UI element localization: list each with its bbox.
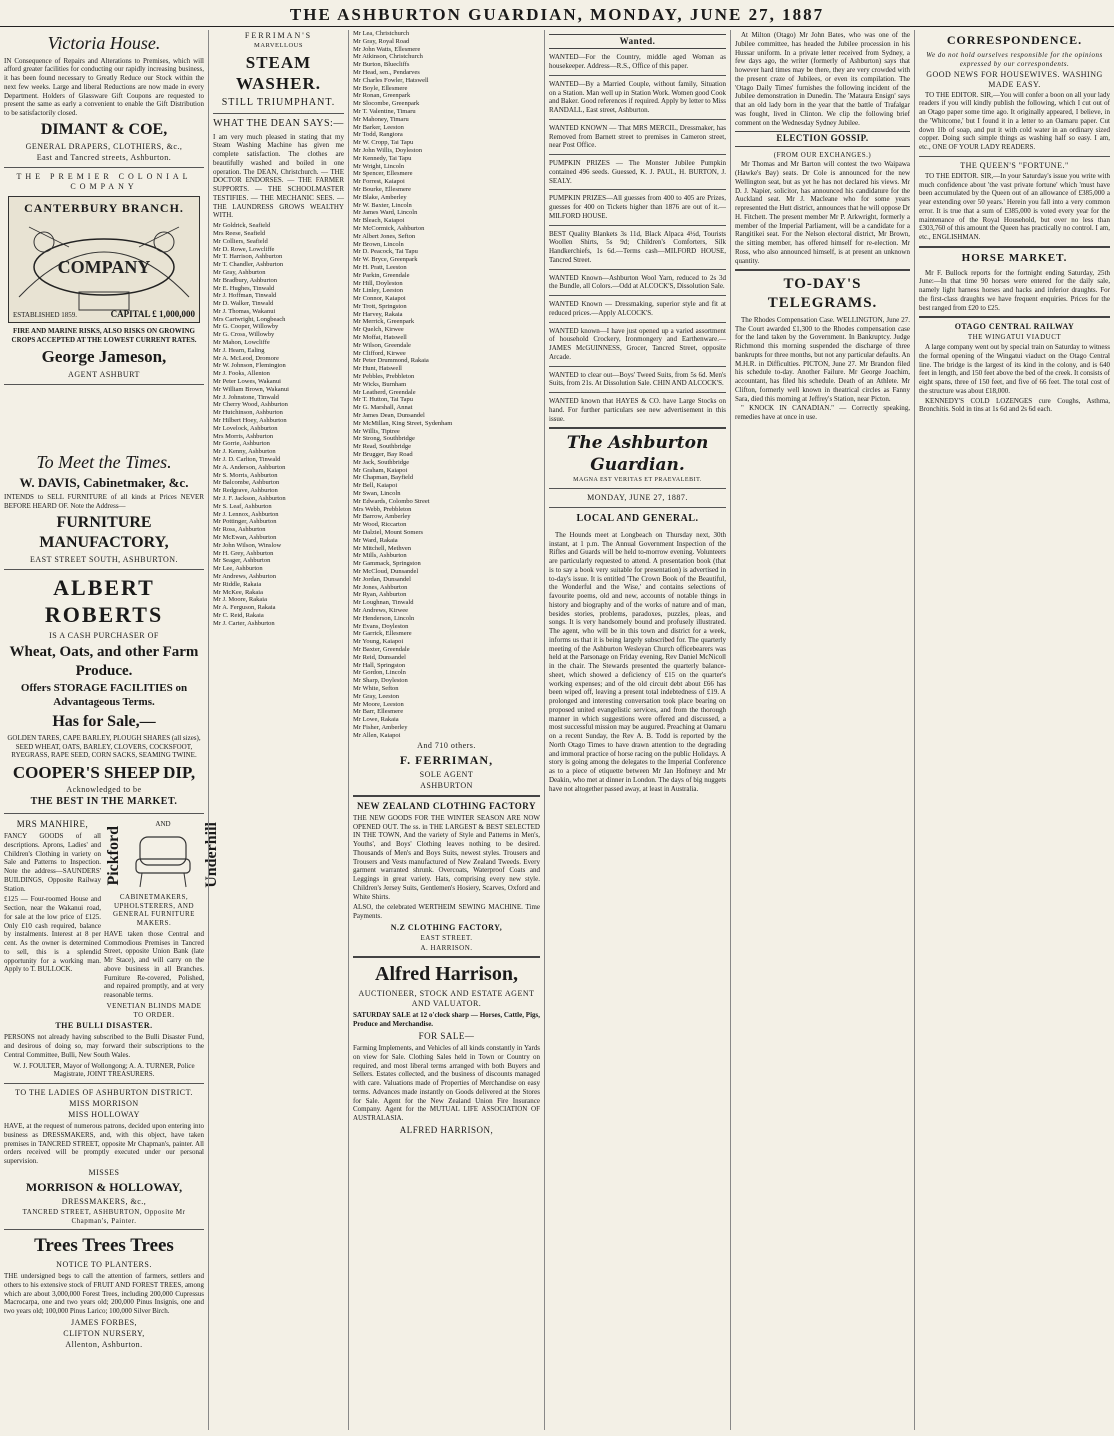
name-list-item: Mr S. Leaf, Ashburton: [213, 502, 272, 510]
local-general-heading: LOCAL AND GENERAL.: [576, 513, 699, 525]
coopers-best: THE BEST IN THE MARKET.: [30, 796, 178, 808]
name-list-item: Mr Gordon, Lincoln: [353, 669, 406, 677]
nz-clothing-title: NEW ZEALAND CLOTHING FACTORY: [357, 800, 536, 811]
wanted-8: WANTED known that HAYES & CO. have Large Stocks on hand. For further particulars see new advertisement in this issue.: [549, 397, 726, 423]
name-list-item: Mr McCormick, Ashburton: [353, 224, 425, 232]
land-body: £125 — Four-roomed House and Section, near the Wakanui road, for sale at the low price of £125. Only £10 cash required, balance by instalments. Interest at 8 per cent. As the owner is determined to sell, this is a splendid opportunity for a working man. Apply to T. BULLOCK.: [4, 895, 101, 974]
colonial-head: THE PREMIER COLONIAL COMPANY: [16, 171, 192, 191]
name-list-item: Mr Quelch, Kirwee: [353, 326, 404, 334]
name-list-item: Mr Bleach, Kaiapoi: [353, 217, 405, 225]
forbes-name: JAMES FORBES,: [70, 1317, 138, 1327]
best-quality: BEST Quality Blankets 3s 11d, Black Alpaca 4½d, Tourists Woollen Shirts, 5s 9d; Children's Comforters, Silk Handkerchiefs, 1s 6d.—Terms cash—MILFORD HOUSE, Tancred Street.: [549, 229, 726, 264]
name-list-item: Mr Wright, Lincoln: [353, 162, 405, 170]
letter-fortune: TO THE EDITOR. SIR,—In your Saturday's issue you write with much confidence about 'the vast private fortune' which 'must have been accumulated by the Queen out of an allowance of £385,000 a year extending over 50 years.' Herein you fall into a very common error. It is true that a sum of £385,000 is voted every year for the maintenance of the Royal Household, but over no less than £303,760 of this amount the Queen has practically no control. I am, etc., ENGLISHMAN.: [919, 171, 1110, 241]
divider: [549, 507, 726, 508]
name-list-item: Mr Hall, Springston: [353, 661, 406, 669]
name-list-item: Mr Riddle, Rakaia: [213, 580, 262, 588]
name-list-item: Mr Loughnan, Tinwald: [353, 599, 414, 607]
name-list-item: Mr J. D. Carlton, Tinwald: [213, 456, 281, 464]
allenton-addr: Allenton, Ashburton.: [65, 1339, 143, 1349]
manhire-title: MRS MANHIRE,: [16, 818, 89, 829]
holloway-head: MISS HOLLOWAY: [68, 1110, 140, 1120]
correspondence-heading: CORRESPONDENCE.: [946, 33, 1083, 47]
name-list-item: Mr Balcombe, Ashburton: [213, 479, 280, 487]
name-list-item: Mr W. Baxter, Lincoln: [353, 201, 412, 209]
divider: [213, 113, 344, 114]
agent-name: George Jameson,: [41, 347, 167, 367]
name-list-item: Mr J. Hearn, Ealing: [213, 346, 265, 354]
nz-clothing-body: THE NEW GOODS FOR THE WINTER SEASON ARE NOW OPENED OUT. The ss. in THE LARGEST & BEST SELECTED IN THE TOWN, And the variety of Style and Patterns in Men's, Youths', and Boys' Clothing leaves nothing to be desired. Thousands of Men's and Boys Suits, newest styles. Trousers and Trousers and Vests manufactured of New Zealand Tweeds. Every garment warranted shrunk. Overcoats, Waterproof Coats and Leggings in great variety. Hats, comprising every new style. Children's Jersey Suits, Gentlemen's Hosiery, Scarves, Oxford and White Shirts.: [353, 813, 540, 901]
established-label: ESTABLISHED 1859.: [13, 311, 77, 319]
name-list-item: Mr McCloud, Dunsandel: [353, 567, 419, 575]
marvellous-label: MARVELLOUS: [254, 42, 303, 49]
name-list-item: Mr A. Anderson, Ashburton: [213, 463, 286, 471]
name-list-item: Mr Wilson, Greendale: [353, 341, 411, 349]
divider: [919, 316, 1110, 318]
dimant-sub: GENERAL DRAPERS, CLOTHIERS, &c.,: [25, 141, 183, 151]
name-list-item: Mr D. Rowe, Lowcliffe: [213, 245, 275, 253]
meet-times: To Meet the Times.: [36, 451, 172, 472]
sewing-machine-note: ALSO, the celebrated WERTHEIM SEWING MACHINE. Time Payments.: [353, 903, 540, 921]
wanted-1: WANTED—For the Country, middle aged Woman as housekeeper. Address—R.S., Office of this paper.: [549, 53, 726, 70]
name-list-item: Mr Wood, Riccarton: [353, 521, 407, 529]
news-last: " KNOCK IN CANADIAN." — Correctly speaking, remedies have at once in use.: [735, 404, 910, 421]
pickford-ad: [104, 818, 220, 1021]
divider: [549, 295, 726, 296]
divider: [4, 569, 204, 570]
divider: [549, 269, 726, 270]
and-others: And 710 others.: [417, 740, 476, 750]
name-list-item: Mr Hilbert Hoey, Ashburton: [213, 417, 287, 425]
name-list-item: Mr Moffat, Hatswell: [353, 334, 407, 342]
guardian-nameplate: The Ashburton Guardian.: [566, 433, 709, 475]
dressmakers-label: DRESSMAKERS, &c.,: [61, 1196, 147, 1206]
name-list-item: Mr Gorrie, Ashburton: [213, 440, 270, 448]
divider: [549, 392, 726, 393]
divider: [735, 269, 910, 271]
name-list-item: Mr Willis, Tiptree: [353, 427, 400, 435]
kennedy-lozenges: KENNEDY'S COLD LOZENGES cure Coughs, Asthma, Bronchitis. Sold in tins at 1s 6d and 2s 6d each.: [919, 396, 1110, 414]
manhire-ad: [4, 818, 101, 1021]
name-list-item: Mr Lowe, Rakaia: [353, 716, 399, 724]
divider: [549, 322, 726, 323]
name-list-item: Mr Jack, Southbridge: [353, 458, 410, 466]
underhill-name: Underhill: [203, 822, 220, 889]
morrison-head: MISS MORRISON: [69, 1099, 139, 1109]
name-list-item: Mr H. Pratt, Leeston: [353, 263, 407, 271]
for-sale: FOR SALE—: [418, 1030, 475, 1041]
saturday-sale: SATURDAY SALE at 12 o'clock sharp — Horses, Cattle, Pigs, Produce and Merchandise.: [353, 1011, 540, 1029]
election-sub: (FROM OUR EXCHANGES.): [773, 150, 872, 159]
name-list-item: Mr Gray, Royal Road: [353, 37, 410, 45]
name-list-item: Mr James Ward, Lincoln: [353, 209, 418, 217]
name-list-item: Mr Cherry Wood, Ashburton: [213, 401, 288, 409]
sale-items: GOLDEN TARES, CAPE BARLEY, PLOUGH SHARES (all sizes), SEED WHEAT, OATS, BARLEY, CLOVERS, COCKSFOOT, RYEGRASS, RAPE SEED, CORN SACKS, SEAMING TWINE.: [7, 733, 201, 760]
name-list-item: Mrs Webb, Prebbleton: [353, 505, 412, 513]
column-5: [730, 30, 914, 1430]
name-list-item: Mr Connor, Kaiapoi: [353, 295, 406, 303]
ladies-title: TO THE LADIES OF ASHBURTON DISTRICT.: [15, 1088, 193, 1098]
bulli-body: PERSONS not already having subscribed to the Bulli Disaster Fund, and desirous of doing so, may forward their subscriptions to the Central Committee, Bulli, New South Wales.: [4, 1033, 204, 1059]
name-list-item: Mr Hutchinson, Ashburton: [213, 409, 283, 417]
divider: [353, 956, 540, 958]
divider: [549, 488, 726, 489]
name-list-item: Mr Ronan, Greenpark: [353, 92, 411, 100]
name-list-item: Mr Bradbury, Ashburton: [213, 276, 278, 284]
name-list-item: Mr Gray, Ashburton: [213, 268, 266, 276]
name-list-item: Mr McKee, Rakaia: [213, 588, 263, 596]
for-sale-body: Farming Implements, and Vehicles of all kinds constantly in Yards on view for Sale. Clothing Sales held in Town or Country on required, and most liberal terms arranged with both Buyers and Sellers. Estates collected, and the business of discounts managed with care. Valuations made of Properties of Merchandise on easy terms. Advances made instantly on Goods delivered at the Stores for Sale. Agent for the New Zealand Union Fire Insurance Company. Agent for the MUTUAL LIFE ASSOCIATION OF AUSTRALASIA.: [353, 1044, 540, 1123]
name-list-item: Mr John Wilson, Winslow: [213, 541, 282, 549]
nz-factory: N.Z CLOTHING FACTORY,: [390, 922, 503, 932]
name-list-item: Mr Pottinger, Ashburton: [213, 518, 277, 526]
column-3: [348, 30, 544, 1430]
harrison-small: A. HARRISON.: [420, 943, 473, 952]
name-list-item: Mr Todd, Rangiora: [353, 131, 403, 139]
name-list-item: Mr Edwards, Colombo Street: [353, 497, 430, 505]
sole-agent: SOLE AGENT: [419, 769, 474, 779]
correspondence-note: We do not hold ourselves responsible for the opinions expressed by our correspondents.: [926, 51, 1103, 68]
name-list-item: Mr J. Johnstone, Tinwald: [213, 393, 279, 401]
bulli-title: THE BULLI DISASTER.: [55, 1021, 153, 1031]
name-list-item: Mr Parkin, Greendale: [353, 271, 410, 279]
divider: [919, 246, 1110, 248]
telegrams-heading: TO-DAY'S TELEGRAMS.: [767, 276, 878, 311]
name-list-item: Mr Allen, Kaiapoi: [353, 731, 401, 739]
wanted-2: WANTED—By a Married Couple, without family, Situation on a Station. Man well up in Station Work. Women good Cook and Baker. Good references if required. Apply by letter to Miss RANDALL, East street, Ashburton.: [549, 79, 726, 114]
pickford-and: AND: [155, 819, 171, 828]
name-list-item: Mr Jones, Ashburton: [353, 583, 408, 591]
cabinetmakers: CABINETMAKERS, UPHOLSTERERS, AND GENERAL FURNITURE MAKERS.: [113, 892, 195, 928]
name-list-item: Mr W. Bryce, Greenpark: [353, 256, 418, 264]
name-list-item: Mr Young, Kaiapoi: [353, 638, 404, 646]
trees-body: THE undersigned begs to call the attention of farmers, settlers and others to his extensive stock of FRUIT AND FOREST TREES, among which are about 3,000,000 Forest Trees, including 200,000 Cupressus Macrocarpa, one and two years old; 200,000 Pinus Insignis, one and two years old; 100,000 Pinus Larico; 100,000 Silver Birch.: [4, 1272, 204, 1316]
albert-sub: IS A CASH PURCHASER OF: [49, 630, 159, 640]
misses-label: MISSES: [88, 1167, 120, 1177]
name-list-item: Mr Slocombe, Greenpark: [353, 100, 420, 108]
furniture-addr: EAST STREET SOUTH, ASHBURTON.: [29, 554, 179, 564]
name-list-item: Mr Lovelock, Ashburton: [213, 424, 278, 432]
customer-name-list-continued: [353, 30, 540, 740]
name-list-item: Mr J. Thomas, Wakanui: [213, 307, 276, 315]
name-list-item: Mr Lea, Christchurch: [353, 30, 410, 37]
name-list-item: Mr Reid, Dunsandel: [353, 653, 406, 661]
furniture-title: FURNITURE MANUFACTORY,: [39, 513, 169, 551]
name-list-item: Mr T. Harrison, Ashburton: [213, 253, 283, 261]
letter-washing: TO THE EDITOR. SIR,—You will confer a boon on all your lady readers if you will kindly publish the following, which I cut out of an Otago paper some time ago. It originally appeared, I believe, in the 'Whitcome,' but I found it in a letter to an Oamaru paper. Cut down 1lb of soap, and put it with cold water in an ordinary sized copper. Doing such simple things as washing half so easy. I am, etc., ONE OF YOUR LADY READERS.: [919, 90, 1110, 151]
albert-title: ALBERT ROBERTS: [44, 574, 164, 628]
name-list-item: Mr Jordan, Dunsandel: [353, 575, 411, 583]
name-list-item: Mr Pebbles, Prebbleton: [353, 373, 415, 381]
wanted-6: WANTED known—I have just opened up a varied assortment of household Crockery, Ironmongery and Earthenware.—JAMES McGUINNESS, Grocer, Tancred Street, opposite Arcade.: [549, 326, 726, 361]
divider: [4, 167, 204, 168]
name-list-item: Mr Trott, Springston: [353, 302, 407, 310]
name-list-item: Mr Leatherd, Greendale: [353, 388, 416, 396]
column-6: [914, 30, 1114, 1430]
wanted-4: WANTED Known—Ashburton Wool Yarn, reduced to 2s 3d the Bundle, all Colors.—Odd at ALCOCK'S, Dissolution Sale.: [549, 273, 726, 291]
masthead: THE ASHBURTON GUARDIAN, MONDAY, JUNE 27, 1887: [0, 4, 1114, 27]
name-list-item: Mr John Watts, Ellesmere: [353, 45, 421, 53]
name-list-item: Mr Mahon, Lowcliffe: [213, 339, 270, 347]
name-list-item: Mr William Brown, Wakanui: [213, 385, 289, 393]
name-list-item: Mr Hill, Doyleston: [353, 279, 403, 287]
canterbury-branch: CANTERBURY BRANCH.: [24, 200, 184, 215]
name-list-item: Mr D. Walker, Tinwald: [213, 300, 274, 308]
divider: [549, 427, 726, 429]
name-list-item: Mr Hunt, Hatswell: [353, 365, 402, 373]
name-list-item: Mr Garrick, Ellesmere: [353, 630, 412, 638]
armchair-icon: [128, 829, 198, 889]
morrison-title: MORRISON & HOLLOWAY,: [25, 1179, 183, 1194]
name-list-item: Mr J. Kenny, Ashburton: [213, 448, 276, 456]
divider: [4, 384, 204, 385]
what-dean-says: WHAT THE DEAN SAYS:—: [213, 118, 344, 130]
name-list-item: Mr T. Chandler, Ashburton: [213, 261, 284, 269]
wanted-5: WANTED Known — Dressmaking, superior style and fit at reduced prices.—Apply ALCOCK'S.: [549, 300, 726, 317]
steam-washer-title: STEAM WASHER.: [236, 53, 321, 94]
name-list-item: Mr Brugger, Bay Road: [353, 451, 413, 459]
pickford-middle: [128, 820, 198, 891]
name-list-item: Mr Barrow, Amberley: [353, 513, 411, 521]
clifton-name: CLIFTON NURSERY,: [63, 1328, 145, 1338]
divider: [549, 225, 726, 226]
victoria-body: IN Consequence of Repairs and Alterations to Premises, which will afford greater facilities for conducting our rapidly increasing business, it has been found necessary to Greatly Reduce our Stock within the next few weeks. Large and liberal Reductions are now made in every Department. Holders of Glassware Gift Coupons are requested to present the same as early a convenient to enable the Gift Distribution to be satisfactorily closed.: [4, 56, 204, 117]
capital-label: CAPITAL £ 1,000,000: [110, 308, 195, 319]
name-list-item: Mr Mahoney, Timaru: [353, 115, 409, 123]
morrison-addr: TANCRED STREET, ASHBURTON, Opposite Mr Chapman's, Painter.: [22, 1207, 186, 1225]
wanted-3: WANTED KNOWN — That MRS MERCIL, Dressmaker, has Removed from Barnett street to premises in Cameron street, near Post Office.: [549, 123, 726, 150]
divider: [353, 795, 540, 797]
name-list-item: Mr T. Valentine, Timaru: [353, 107, 416, 115]
horse-market-body: Mr F. Bullock reports for the fortnight ending Saturday, 25th June:—In that time 90 horses were entered for the daily sale, namely light harness horses and hacks and inferior draughts. For the first-class draughts we have frequent enquiries. Prices for the best ranged from £20 to £25.: [919, 268, 1110, 312]
name-list-item: Mr Ward, Rakaia: [353, 536, 398, 544]
name-list-item: Mr J. Hoffman, Tinwald: [213, 292, 277, 300]
spacer: [4, 389, 204, 449]
otago-railway-heading: OTAGO CENTRAL RAILWAY: [954, 322, 1075, 332]
issue-date: MONDAY, JUNE 27, 1887.: [587, 493, 688, 503]
divider: [549, 75, 726, 76]
name-list-item: Mr White, Sefton: [353, 684, 399, 692]
dimant-addr: East and Tancred streets, Ashburton.: [36, 152, 172, 162]
name-list-item: Mr Sharp, Doyleston: [353, 677, 408, 685]
canterbury-engraving: [8, 196, 200, 323]
name-list-item: Mr Goldrick, Seafield: [213, 222, 271, 230]
davis-body: INTENDS to SELL FURNITURE of all kinds at Prices NEVER BEFORE HEARD OF. Note the Address—: [4, 493, 204, 510]
name-list-item: Mr Gammack, Springston: [353, 560, 421, 568]
name-list-item: Mr Charles Fowler, Hatswell: [353, 76, 429, 84]
name-list-item: Mr Barr, Ellesmere: [353, 708, 404, 716]
horse-market-heading: HORSE MARKET.: [961, 251, 1068, 264]
manhire-body: FANCY GOODS of all descriptions. Aprons, Ladies' and Children's Clothing in variety on Sale and Patterns to Inspection. Note the address—SAUNDERS' BUILDINGS, Opposite Railway Station.: [4, 832, 101, 893]
name-list-item: Mr Lee, Ashburton: [213, 565, 263, 573]
name-list-item: Mr W. Cropp, Tai Tapu: [353, 139, 414, 147]
name-list-item: Mr Colliers, Seafield: [213, 237, 268, 245]
name-list-item: Mr Evans, Doyleston: [353, 622, 409, 630]
planters-title: NOTICE TO PLANTERS.: [56, 1260, 152, 1270]
alfred-signature: ALFRED HARRISON,: [399, 1124, 494, 1135]
name-list-item: Mr Burton, Bluecliffs: [353, 61, 410, 69]
name-list-item: Mr Spencer, Ellesmere: [353, 170, 413, 178]
name-list-item: Mr J. Lennox, Ashburton: [213, 510, 279, 518]
name-list-item: Mr Mills, Ashburton: [353, 552, 407, 560]
name-list-item: Mr Atkinson, Christchurch: [353, 53, 423, 61]
davis-title: W. DAVIS, Cabinetmaker, &c.: [19, 475, 189, 490]
name-list-item: Mr H. Grey, Ashburton: [213, 549, 274, 557]
wingatui-heading: THE WINGATUI VIADUCT: [967, 333, 1062, 342]
name-list-item: Mr Kennedy, Tai Tapu: [353, 154, 412, 162]
name-list-item: Mr Dalziel, Mount Somers: [353, 529, 424, 536]
name-list-item: Mr Henderson, Lincoln: [353, 614, 415, 622]
ferriman-head: FERRIMAN'S: [244, 31, 313, 40]
manhire-pickford-row: [4, 818, 220, 1021]
name-list-item: Mr Strong, Southbridge: [353, 435, 415, 443]
ashburton-label: ASHBURTON: [420, 780, 473, 790]
pickford-name: Pickford: [105, 825, 122, 886]
name-list-item: Mr Andrews, Ashburton: [213, 572, 277, 580]
divider: [549, 154, 726, 155]
name-list-item: Mr Clifford, Kirwee: [353, 349, 406, 357]
guardian-motto: MAGNA EST VERITAS ET PRAEVALEBIT.: [573, 476, 702, 483]
name-list-item: Mr Head, sen., Pendarves: [353, 68, 420, 76]
column-1: [0, 30, 220, 1430]
name-list-item: Mr Merrick, Greenpark: [353, 318, 415, 326]
name-list-item: Mr J. F. Jackson, Ashburton: [213, 495, 286, 503]
name-list-item: Mr Andrews, Kirwee: [353, 606, 409, 614]
name-list-item: Mr Albert Jones, Sefton: [353, 232, 416, 240]
name-list-item: Mr Boyle, Ellesmere: [353, 84, 408, 92]
name-list-item: Mr Mitchell, Methven: [353, 544, 411, 552]
name-list-item: Mr Fisher, Amberley: [353, 723, 408, 731]
name-list-item: Mr Chapman, Bayfield: [353, 474, 414, 482]
east-street: EAST STREET.: [420, 933, 473, 942]
wanted-heading: Wanted.: [549, 34, 726, 49]
name-list-item: Mr Swan, Lincoln: [353, 490, 401, 498]
name-list-item: Mr Read, Southbridge: [353, 443, 411, 451]
name-list-item: Mr E. Hughes, Tinwald: [213, 284, 275, 292]
name-list-item: Mr Barker, Leeston: [353, 123, 404, 131]
name-list-item: Mr J. Fooks, Allenton: [213, 370, 270, 378]
name-list-item: Mr D. Peacock, Tai Tapu: [353, 248, 418, 256]
name-list-item: Mr G. Cooper, Willowby: [213, 323, 279, 331]
name-list-item: Mrs Reese, Seafield: [213, 229, 266, 237]
name-list-item: Mr A. McLeod, Dromore: [213, 354, 279, 362]
name-list-item: Mr Harvey, Rakaia: [353, 310, 403, 318]
pickford-body: HAVE taken those Central and Commodious Premises in Tancred Street, opposite Union Bank (late Mr Stace), and will carry on the above business in all Branches. Furniture Re-covered, Polished, and repaired promptly, and at very reasonable terms.: [104, 929, 204, 1000]
name-list-item: Mrs Cartwright, Longbeach: [213, 315, 286, 323]
offers-title: Offers STORAGE FACILITIES on Advantageous Terms.: [20, 682, 188, 708]
auctioneer-label: AUCTIONEER, STOCK AND ESTATE AGENT AND VALUATOR.: [358, 989, 535, 1009]
name-list-item: Mr Seager, Ashburton: [213, 557, 271, 565]
election-body: Mr Thomas and Mr Barton will contest the two Waipawa (Hawke's Bay) seats. Dr Cole is announced for the new Wellington seat, but as yet he has not declared his views. Mr D. J. Napier, solicitor, has announced his candidature for the Auckland seat. Mr J. Macleane who for some years represented the Hutt district, announces that he will oppose Dr H. Fitchett. The present member Mr P. Arkwright, formerly a member of the Imperial Parliament, will be a candidate for a Rangitikei seat. For the Nelson electoral district, Mr Brown, the sitting member, has offered himself for re-election. Mr Ross, who also announced himself, is at present an unknown quantity.: [735, 160, 910, 265]
wanted-7: WANTED to clear out—Boys' Tweed Suits, from 5s 6d. Men's Suits, from 21s. At Dissolution Sale. CHIN AND ALCOCK'S.: [549, 370, 726, 388]
coopers-sub: Acknowledged to be: [66, 785, 142, 795]
continued-news: At Milton (Otago) Mr John Bates, who was one of the Jubilee committee, has headed the Jubilee procession in his Hussar uniform. In a private letter received from Sydney, a few days ago, the writer (formerly of Ashburton) says that however hard times may be there, they are very crowded with the present craze of Jubilees, or even its compilation. The 'Otago Daily Times' furnishes the following incident of the Jubilee demonstration in Dunedin. The 'Mataura Ensign' says that an old lady born in the year that the battle of Trafalgar was fought, lived in Clinton. We clip the following brief comment on the Wednesday Sydney Jubilee.: [735, 31, 910, 127]
name-list-item: Mr Gray, Leeston: [353, 692, 399, 700]
queens-fortune-heading: THE QUEEN'S "FORTUNE.": [960, 160, 1069, 170]
name-list-item: Mr G. Marshall, Annat: [353, 404, 413, 412]
name-list-item: Mr J. Moore, Rakaia: [213, 596, 267, 604]
local-general-body: The Hounds meet at Longbeach on Thursday next, 30th instant, at 1 p.m. The Annual Government Inspection of the Rifles and Guards will be held to-morrow evening. Volunteers are particularly requested to attend. A presentation book (that is to say a book very suitable for presentation) is advertised in to-day's issue. It is entitled 'The Crown Book of the Beautiful, the Wonderful and the Wise,' and contains selections of favourite poems, old and new, accounts of notable things in history and biography and of the works of nature and of man, besides stories, problems, paradoxes, puzzles, pleas, and songs. It is very handsomely bound and profusely illustrated. The agent, who will be in this town and district for a week, informs us that it is being largely subscribed for. The quarterly meeting of the Ashburton Wesleyan Church officebearers was held at the Parsonage on Friday evening, Rev Daniel McNicoll in the chair. The Stewards presented the quarterly balance-sheet, which showed a deficiency of £15 on the quarter's working expenses; and of the old circuit debt about £66 has been wiped off, leaving a present total indebtedness of £19. A prolonged and interesting conversation took place bearing on proposed united evangelistic services, and from the thorough manner in which suggestions were offered and discussed, a most successful mission may be augured. Preaching at Oamaru on a recent Sunday, the Rev A. B. Todd is reported by the North Otago Times to have drawn attention to the degrading and immoral practice of horse racing on the public Holidays. A story is going among the delegates to the Imperial Conference as to a piece of etiquette between Mr Jan Hofmeyr and Mr Deakin, who met at dinner in London. The days of big nuggets have not altogether passed away, at least in Australia.: [549, 530, 726, 793]
name-list-item: Mr McMillan, King Street, Sydenham: [353, 419, 453, 427]
name-list-item: Mr S. Morris, Ashburton: [213, 471, 278, 479]
name-list-item: Mr Linley, Leeston: [353, 287, 403, 295]
coopers-title: COOPER'S SHEEP DIP,: [12, 763, 196, 782]
wheat-title: Wheat, Oats, and other Farm Produce.: [9, 643, 199, 679]
dimant-title: DIMANT & COE,: [40, 120, 168, 138]
divider: [4, 813, 204, 814]
name-list-item: Mr McEwan, Ashburton: [213, 534, 277, 541]
divider: [4, 1229, 204, 1230]
pumpkin-prizes: PUMPKIN PRIZES — The Monster Jubilee Pumpkin contained 496 seeds. Guessed, K. J. PAUL, H. BURTON, J. SEALY.: [549, 159, 726, 185]
name-list-item: Mr Wicks, Burnham: [353, 380, 407, 388]
name-list-item: Mrs Morris, Ashburton: [213, 432, 274, 440]
fire-risks: FIRE AND MARINE RISKS, ALSO RISKS ON GROWING CROPS ACCEPTED AT THE LOWEST CURRENT RATES.: [11, 326, 197, 344]
name-list-item: Mr Blake, Amberley: [353, 193, 407, 201]
telegrams-body: The Rhodes Compensation Case. WELLINGTON, June 27. The Court awarded £1,300 to the Rhodes compensation case for the land taken by the Government. In Bankruptcy. Judge Richmond this morning suspended the discharge of three bankrupts for three months, but not any particular defaults. An M.H.R. in Difficulties. PICTON, June 27. Mr Brandon filed his schedule to-day. Another Failure. Mr George Joachim, accountant, has filed his schedule. Death of an Athlete. Mr Clifton, formerly well known in theatrical circles as Fanny Sara, died this morning at Jeffrey's Station, near Picton.: [735, 315, 910, 403]
svg-text:COMPANY: COMPANY: [57, 256, 151, 277]
good-news-heading: GOOD NEWS FOR HOUSEWIVES. WASHING MADE EASY.: [926, 69, 1103, 89]
pickford-header: [104, 819, 220, 891]
name-list-item: Mr Forrest, Kaiapoi: [353, 178, 405, 186]
name-list-item: Mr Brown, Lincoln: [353, 240, 404, 248]
name-list-item: Mr W. Johnson, Flemington: [213, 362, 286, 370]
name-list-item: Mr James Dean, Dunsandel: [353, 412, 425, 420]
name-list-item: Mr J. Carter, Ashburton: [213, 619, 275, 627]
column-4: [544, 30, 730, 1430]
name-list-item: Mr A. Ferguson, Rakaia: [213, 604, 276, 612]
triumphant-label: STILL TRIUMPHANT.: [221, 96, 336, 108]
name-list-item: Mr Peter Lowes, Wakanui: [213, 378, 281, 386]
divider: [919, 156, 1110, 157]
agent-role: AGENT ASHBURT: [68, 369, 140, 379]
ferriman-name: F. FERRIMAN,: [399, 752, 494, 767]
name-list-item: Mr C. Reid, Rakaia: [213, 611, 264, 619]
name-list-item: Mr T. Hutton, Tai Tapu: [353, 396, 413, 404]
customer-name-list: [213, 222, 344, 627]
pumpkin-prizes-2: PUMPKIN PRIZES—All guesses from 400 to 405 are Prizes, guesses for 400 on Tickets higher than 1876 are out of it.—MILFORD HOUSE.: [549, 194, 726, 220]
election-heading: ELECTION GOSSIP.: [735, 131, 910, 146]
name-list-item: Mr Graham, Kaiapoi: [353, 466, 408, 474]
divider: [549, 119, 726, 120]
venetian: VENETIAN BLINDS MADE TO ORDER.: [106, 1001, 202, 1019]
name-list-item: Mr Bourke, Ellesmere: [353, 185, 411, 193]
name-list-item: Mr Bell, Kaiapoi: [353, 482, 398, 490]
divider: [4, 1083, 204, 1084]
name-list-item: Mr Redgrave, Ashburton: [213, 487, 278, 495]
name-list-item: Mr Moore, Leeston: [353, 700, 404, 708]
ladies-body: HAVE, at the request of numerous patrons, decided upon entering into business as DRESSMAKERS, and, with this object, have taken premises in TANCRED STREET, opposite Mr Chapman's, painter. All orders received will be promptly executed under our personal supervision.: [4, 1122, 204, 1166]
has-sale: Has for Sale,—: [52, 712, 156, 730]
name-list-item: Mr Baxter, Greendale: [353, 645, 410, 653]
divider: [549, 189, 726, 190]
otago-railway-body: A large company went out by special train on Saturday to witness the formal opening of the Wingatui viaduct on the Otago Central line. The bridge is the largest of its kind in the colony, and is 640 feet in length, and 150 feet above the bed of the creek. It consists of eight spans, three of 150 feet, and five of 66 feet. The total cost of the structure was about £18,000.: [919, 343, 1110, 395]
alfred-title: Alfred Harrison,: [375, 963, 518, 986]
testimonials: I am very much pleased in stating that my Steam Washing Machine has given me complete satisfaction. The clothes are beautifully washed and boiled in one operation. The DEAN, Christchurch. — THE DOCTOR ENDORSES. — THE FARMER SUPPORTS. — THE SCHOOLMASTER TESTIFIES. — THE MECHANIC SEES. — THE LAUNDRESS GROWS WEALTHY WITH.: [213, 132, 344, 220]
name-list-item: Mr John Willis, Doyleston: [353, 146, 422, 154]
name-list-item: Mr G. Cross, Willowby: [213, 331, 275, 339]
name-list-item: Mr Ryan, Ashburton: [353, 591, 407, 599]
name-list-item: Mr Peter Drummond, Rakaia: [353, 357, 429, 365]
name-list-item: Mr Ross, Ashburton: [213, 526, 266, 534]
foulter: W. J. FOULTER, Mayor of Wollongong; A. A. TURNER, Police Magistrate, JOINT TREASURERS.: [13, 1061, 195, 1079]
column-2: [208, 30, 348, 1430]
trees-title: Trees Trees Trees: [34, 1235, 174, 1257]
divider: [549, 366, 726, 367]
victoria-title: Victoria House.: [47, 33, 161, 53]
